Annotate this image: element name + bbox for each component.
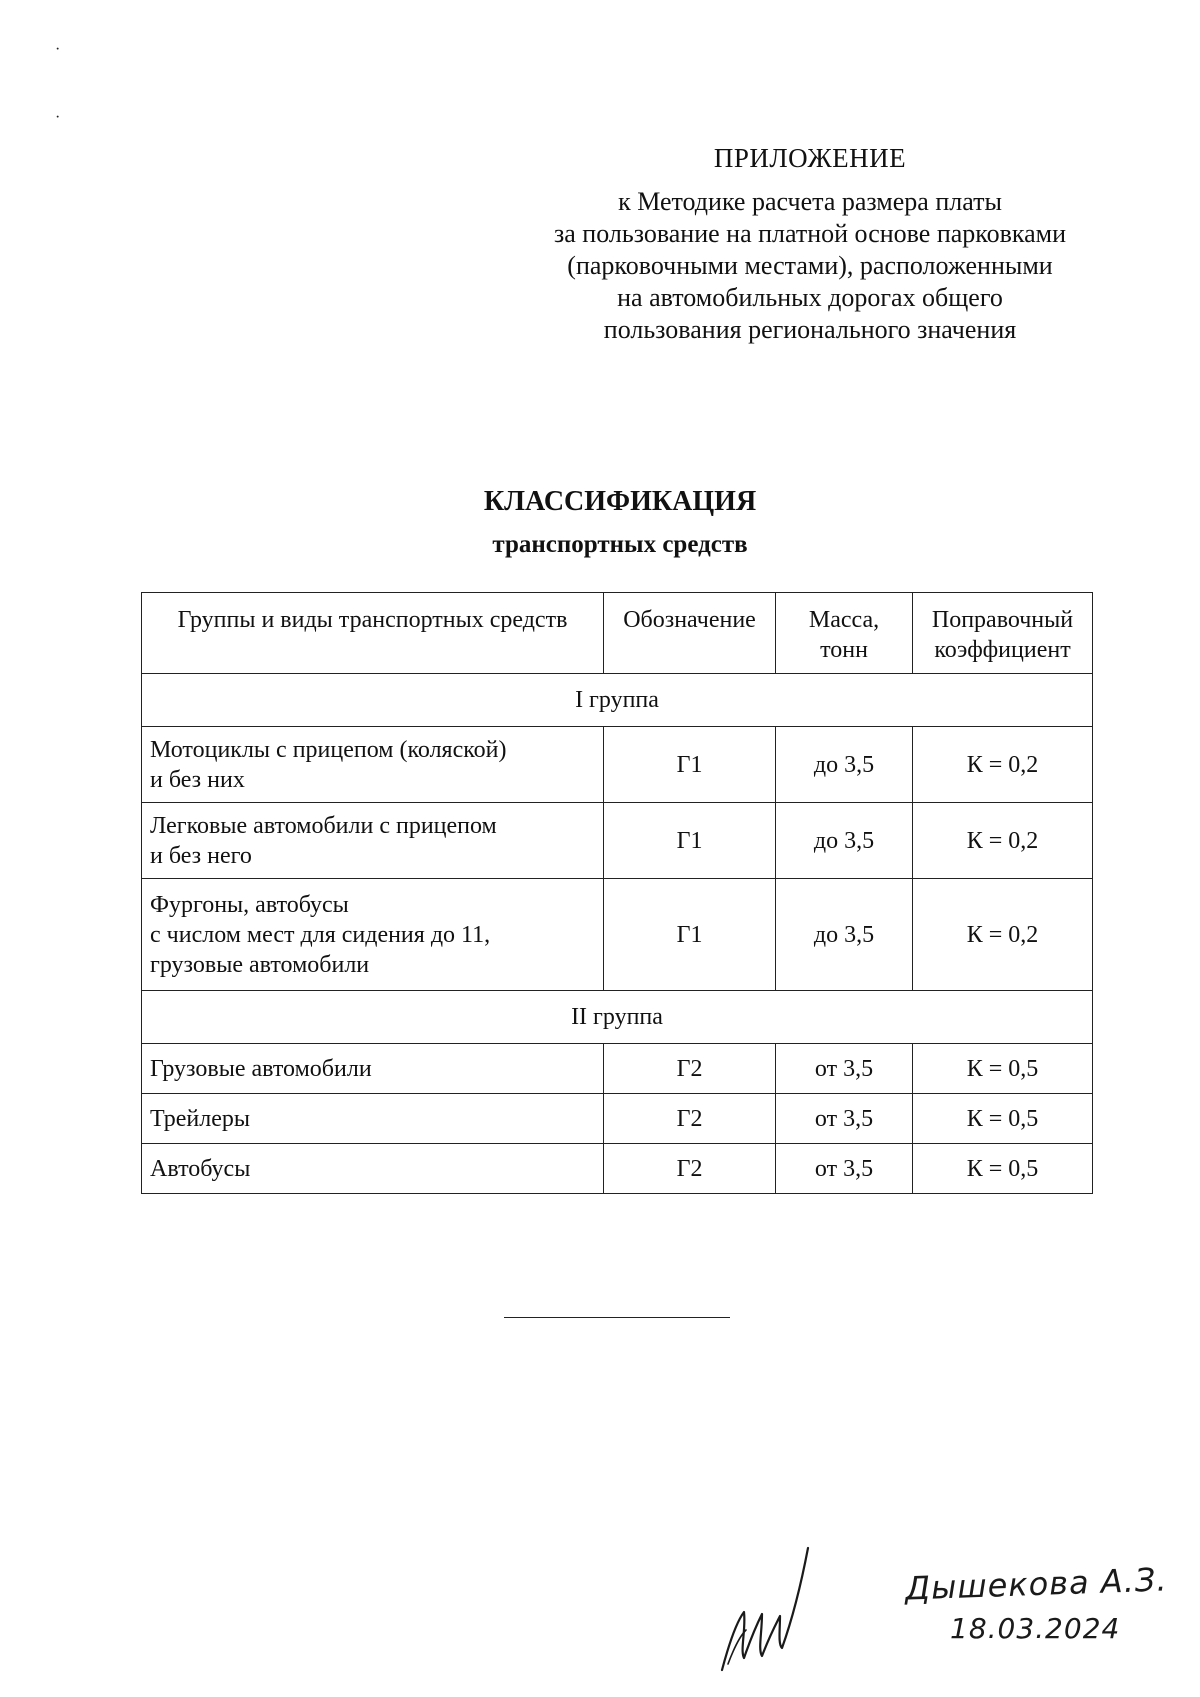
document-subtitle: транспортных средств xyxy=(492,531,748,558)
end-separator-line xyxy=(504,1317,730,1318)
cell-kind-line: грузовые автомобили xyxy=(150,951,370,978)
cell-kind-line: и без них xyxy=(150,766,245,793)
classification-table xyxy=(141,592,1093,1194)
header-mass xyxy=(776,593,913,674)
handwritten-name: Дышекова А.З. xyxy=(904,1560,1169,1608)
cell-mass: от 3,5 xyxy=(776,1044,913,1094)
header-coef-line2: коэффициент xyxy=(934,637,1071,663)
cell-mass: до 3,5 xyxy=(776,879,913,991)
cell-coefficient: К = 0,2 xyxy=(913,727,1093,803)
group-label: II группа xyxy=(142,991,1093,1044)
cell-coefficient: К = 0,5 xyxy=(913,1044,1093,1094)
cell-coefficient: К = 0,5 xyxy=(913,1094,1093,1144)
cell-designation: Г2 xyxy=(604,1094,776,1144)
cell-mass: до 3,5 xyxy=(776,803,913,879)
cell-kind: Трейлеры xyxy=(142,1094,604,1144)
table-row xyxy=(142,1144,1093,1194)
group-row-1 xyxy=(142,674,1093,727)
appendix-title: ПРИЛОЖЕНИЕ xyxy=(713,143,907,173)
table-row xyxy=(142,727,1093,803)
header-designation-text: Обозначение xyxy=(623,607,756,633)
table-row xyxy=(142,1094,1093,1144)
group-label: I группа xyxy=(142,674,1093,727)
cell-designation: Г2 xyxy=(604,1144,776,1194)
scan-mark-2: · xyxy=(55,109,61,126)
cell-mass: от 3,5 xyxy=(776,1144,913,1194)
cell-mass: от 3,5 xyxy=(776,1094,913,1144)
cell-coefficient: К = 0,2 xyxy=(913,803,1093,879)
signature-mark xyxy=(700,1540,830,1680)
cell-kind: Автобусы xyxy=(142,1144,604,1194)
cell-coefficient: К = 0,2 xyxy=(913,879,1093,991)
cell-kind: Грузовые автомобили xyxy=(142,1044,604,1094)
appendix-line: (парковочными местами), расположенными xyxy=(567,251,1053,280)
table-row xyxy=(142,879,1093,991)
table-row xyxy=(142,803,1093,879)
header-mass-line1: Масса, xyxy=(808,607,880,633)
document-title: КЛАССИФИКАЦИЯ xyxy=(483,486,757,517)
cell-kind-line: Мотоциклы с прицепом (коляской) xyxy=(150,736,507,763)
scan-mark-1: · xyxy=(55,41,61,58)
appendix-line: к Методике расчета размера платы xyxy=(618,187,1002,216)
cell-kind-line: и без него xyxy=(150,842,252,869)
appendix-line: на автомобильных дорогах общего xyxy=(617,283,1003,312)
appendix-line: пользования регионального значения xyxy=(603,315,1017,344)
cell-kind-line: Легковые автомобили с прицепом xyxy=(150,812,497,839)
cell-kind-line: с числом мест для сидения до 11, xyxy=(150,921,491,948)
cell-designation: Г1 xyxy=(604,727,776,803)
cell-mass: до 3,5 xyxy=(776,727,913,803)
appendix-subtitle xyxy=(500,186,1120,346)
cell-kind xyxy=(142,879,604,991)
cell-kind-line: Фургоны, автобусы xyxy=(150,891,349,918)
header-group-kind xyxy=(142,593,604,674)
header-coef-line1: Поправочный xyxy=(931,607,1074,633)
cell-designation: Г1 xyxy=(604,879,776,991)
cell-designation: Г1 xyxy=(604,803,776,879)
header-group-kind-text: Группы и виды транспортных средств xyxy=(177,607,568,633)
header-mass-line2: тонн xyxy=(820,637,868,663)
header-designation xyxy=(604,593,776,674)
cell-coefficient: К = 0,5 xyxy=(913,1144,1093,1194)
table-header-row xyxy=(142,593,1093,674)
cell-kind xyxy=(142,727,604,803)
group-row-2 xyxy=(142,991,1093,1044)
table-row xyxy=(142,1044,1093,1094)
handwritten-date: 18.03.2024 xyxy=(950,1612,1121,1645)
header-coefficient xyxy=(913,593,1093,674)
cell-kind xyxy=(142,803,604,879)
cell-designation: Г2 xyxy=(604,1044,776,1094)
appendix-line: за пользование на платной основе парковками xyxy=(553,219,1067,248)
